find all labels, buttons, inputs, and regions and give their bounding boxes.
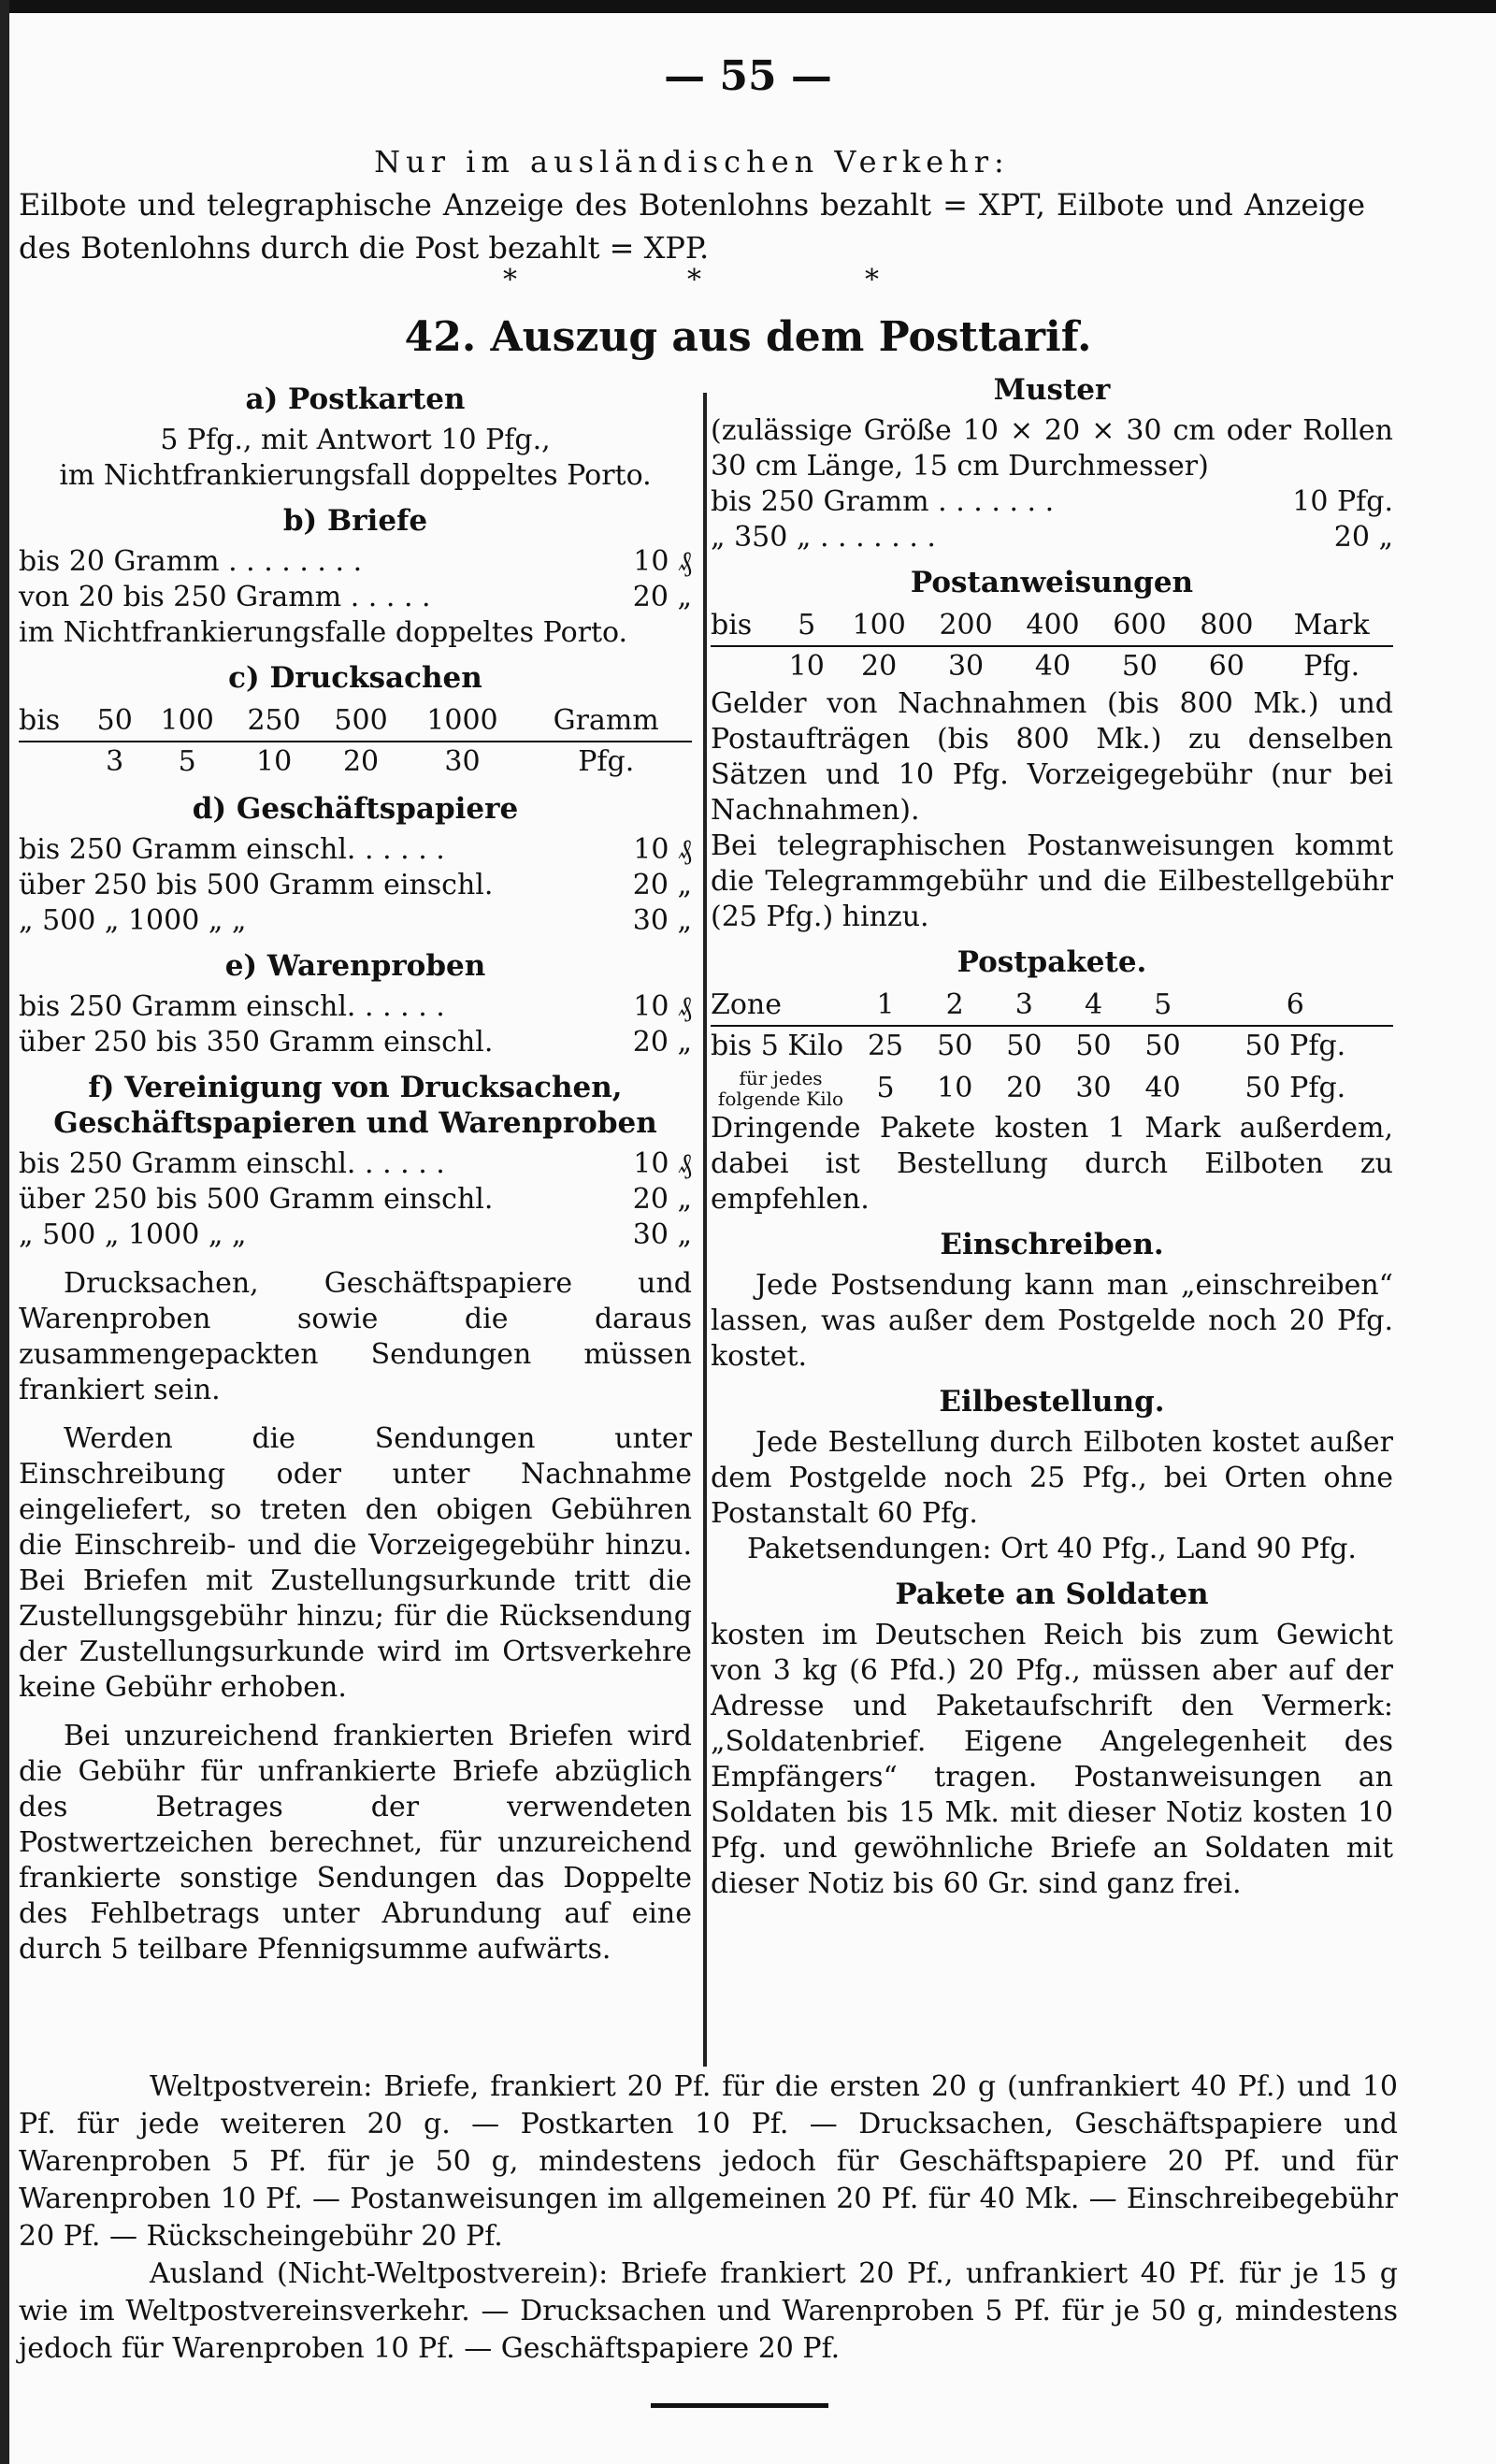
vereinigung-row: [19, 1182, 692, 1218]
table-cell: 50: [1144, 1030, 1181, 1062]
end-rule: [651, 2403, 828, 2408]
table-cell: 100: [144, 701, 231, 742]
star: *: [503, 264, 517, 296]
rate-label: bis 20 Gramm . . . . . . . .: [19, 545, 363, 578]
rate-value: 20 „: [632, 1026, 692, 1059]
rate-value: 20 „: [1333, 521, 1393, 554]
table-cell: 5: [876, 1072, 895, 1104]
rate-value: 20 „: [632, 1183, 692, 1216]
table-cell: 3: [106, 745, 124, 778]
muster-title: Muster: [993, 373, 1111, 407]
einschreiben-text: Jede Postsendung kann man „einschreiben“ lassen, was außer dem Postgelde noch 20 Pfg. kostet.: [711, 1269, 1393, 1373]
ausland-paragraph: Ausland (Nicht-Weltpostverein): Briefe frankiert 20 Pf., unfrankiert 40 Pf. für je 15 g wie im Weltpostvereinsverkehr. — Drucksachen und Warenproben 5 Pf. für je 50 g, mindestens jedoch für Warenproben 10 Pf. — Geschäftspapiere 20 Pf.: [19, 2257, 1398, 2365]
rate-value: 10 ₰: [633, 545, 692, 578]
table-row: [711, 1026, 1393, 1066]
table-cell: 20: [1006, 1072, 1043, 1104]
table-cell: Pfg.: [1303, 650, 1360, 683]
geschaeftspapiere-row: [19, 903, 692, 939]
bottom-block: [19, 2068, 1398, 2368]
intro-line-1: Nur im ausländischen Verkehr:: [374, 144, 1010, 180]
table-header-row: [19, 701, 692, 742]
table-cell: 1000: [405, 701, 521, 742]
rate-value: 10 ₰: [633, 1147, 692, 1180]
table-cell: 600: [1096, 606, 1183, 646]
table-cell: 50: [1121, 650, 1158, 683]
postanweisungen-text: Bei telegraphischen Postanweisungen kommt die Telegrammgebühr und die Eilbestellgebühr (25 Pfg.) hinzu.: [711, 829, 1393, 933]
table-cell: 5: [178, 745, 196, 778]
soldaten-title: Pakete an Soldaten: [895, 1578, 1209, 1611]
table-cell: 4: [1058, 986, 1128, 1026]
table-cell: 100: [836, 606, 923, 646]
table-cell: 30: [947, 650, 985, 683]
table-cell: 250: [231, 701, 318, 742]
vereinigung-row: [19, 1218, 692, 1253]
table-cell: [19, 742, 86, 782]
eilbestellung-text: Jede Bestellung durch Eilboten kostet außer dem Postgelde noch 25 Pfg., bei Orten ohne Postanstalt 60 Pfg.: [711, 1426, 1393, 1530]
rate-label: bis 250 Gramm einschl. . . . . .: [19, 833, 445, 866]
star: *: [865, 264, 879, 296]
table-cell: 30: [444, 745, 481, 778]
table-cell: Zone: [711, 986, 851, 1026]
rate-label: bis 250 Gramm einschl. . . . . .: [19, 1147, 445, 1180]
table-cell: 25: [867, 1030, 904, 1062]
table-cell: bis 5 Kilo: [711, 1030, 844, 1062]
postanweisungen-text: Gelder von Nachnahmen (bis 800 Mk.) und Postaufträgen (bis 800 Mk.) zu denselben Sätzen und 10 Pfg. Vorzeigegebühr (nur bei Nachnahmen).: [711, 687, 1393, 827]
table-cell: 20: [342, 745, 380, 778]
table-cell: 3: [989, 986, 1058, 1026]
rate-label: über 250 bis 350 Gramm einschl.: [19, 1026, 494, 1059]
briefe-note: im Nichtfrankierungsfalle doppeltes Porto.: [19, 616, 628, 649]
rate-label: bis 250 Gramm einschl. . . . . .: [19, 990, 445, 1023]
postpakete-table: [711, 986, 1393, 1111]
vereinigung-title-2: Geschäftspapieren und Warenproben: [53, 1106, 657, 1140]
drucksachen-title: c) Drucksachen: [228, 661, 482, 695]
paragraph: Werden die Sendungen unter Einschreibung oder unter Nachnahme eingeliefert, so treten den obigen Gebühren die Einschreib- und die Vorzeigegebühr hinzu. Bei Briefen mit Zustellungsurkunde tritt die Zustellungsgebühr hinzu; für die Rücksendung der Zustellungsurkunde wird im Ortsverkehre keine Gebühr erhoben.: [19, 1422, 692, 1704]
muster-row: [711, 484, 1393, 520]
table-cell: 50 Pfg.: [1244, 1072, 1346, 1104]
eilbestellung-title: Eilbestellung.: [939, 1385, 1165, 1419]
briefe-row: [19, 544, 692, 580]
table-cell: 10: [788, 650, 825, 683]
table-cell: 40: [1034, 650, 1072, 683]
table-header-row: [711, 986, 1393, 1026]
rate-label: über 250 bis 500 Gramm einschl.: [19, 1183, 494, 1216]
rate-value: 10 ₰: [633, 990, 692, 1023]
table-cell: 6: [1198, 986, 1393, 1026]
table-cell: 5: [778, 606, 836, 646]
rate-label: bis 250 Gramm . . . . . . .: [711, 485, 1055, 518]
table-cell: 500: [318, 701, 405, 742]
briefe-row: [19, 580, 692, 615]
table-cell: 50: [86, 701, 144, 742]
rate-value: 30 „: [632, 1218, 692, 1251]
postanweisungen-title: Postanweisungen: [910, 566, 1194, 599]
rate-value: 10 Pfg.: [1292, 485, 1393, 518]
table-cell: [711, 646, 778, 686]
table-cell: Gramm: [520, 701, 692, 742]
paragraph: Bei unzureichend frankierten Briefen wird die Gebühr für unfrankierte Briefe abzüglich des Betrages der verwendeten Postwertzeichen berechnet, für unzureichend frankierte sonstige Sendungen das Doppelte des Fehlbetrags unter Abrundung auf eine durch 5 teilbare Pfennigsumme aufwärts.: [19, 1720, 692, 1966]
rate-label: „ 500 „ 1000 „ „: [19, 904, 247, 937]
table-cell: 20: [861, 650, 898, 683]
table-cell: bis: [711, 606, 778, 646]
table-cell: für jedes folgende Kilo: [717, 1067, 844, 1110]
table-cell: 40: [1144, 1072, 1181, 1104]
table-cell: 200: [923, 606, 1010, 646]
weltpostverein-paragraph: Weltpostverein: Briefe, frankiert 20 Pf. für die ersten 20 g (unfrankiert 40 Pf.) und 10 Pf. für jede weiteren 20 g. — Postkarten 10 Pf. — Drucksachen, Geschäftspapiere und Warenproben 5 Pf. für je 50 g, mindestens jedoch für Geschäftspapiere 20 Pf. und für Warenproben 10 Pf. — Postanweisungen im allgemeinen 20 Pf. für 40 Mk. — Einschreibegebühr 20 Pf. — Rückscheingebühr 20 Pf.: [19, 2070, 1398, 2253]
geschaeftspapiere-title: d) Geschäftspapiere: [192, 792, 519, 826]
page-edge-left: [0, 0, 9, 2464]
table-cell: 30: [1075, 1072, 1112, 1104]
table-cell: Pfg.: [578, 745, 635, 778]
eilbestellung-text-2: Paketsendungen: Ort 40 Pfg., Land 90 Pfg.: [747, 1533, 1357, 1565]
section-heading: 42. Auszug aus dem Posttarif.: [404, 313, 1092, 361]
table-cell: 5: [1129, 986, 1198, 1026]
vereinigung-row: [19, 1146, 692, 1182]
rate-value: 30 „: [632, 904, 692, 937]
postpakete-title: Postpakete.: [957, 945, 1147, 979]
table-cell: 50: [937, 1030, 973, 1062]
table-cell: 50 Pfg.: [1244, 1030, 1346, 1062]
column-divider: [703, 393, 707, 2067]
warenproben-row: [19, 1025, 692, 1060]
table-cell: 2: [920, 986, 989, 1026]
muster-note: (zulässige Größe 10 × 20 × 30 cm oder Rollen 30 cm Länge, 15 cm Durchmesser): [711, 414, 1393, 483]
table-cell: 1: [851, 986, 920, 1026]
intro-block: [19, 140, 1365, 269]
vereinigung-title-1: f) Vereinigung von Drucksachen,: [88, 1071, 623, 1104]
paragraph: Drucksachen, Geschäftspapiere und Warenproben sowie die daraus zusammengepackten Sendungen müssen frankiert sein.: [19, 1267, 692, 1406]
rate-value: 20 „: [632, 869, 692, 901]
rate-value: 10 ₰: [633, 833, 692, 866]
table-cell: 60: [1208, 650, 1244, 683]
table-cell: 800: [1183, 606, 1270, 646]
table-cell: 50: [1075, 1030, 1112, 1062]
warenproben-title: e) Warenproben: [224, 949, 486, 983]
warenproben-row: [19, 989, 692, 1025]
drucksachen-table: [19, 701, 692, 782]
rate-label: von 20 bis 250 Gramm . . . . .: [19, 581, 431, 613]
page-number: — 55 —: [664, 52, 832, 100]
briefe-title: b) Briefe: [282, 504, 428, 538]
rate-label: „ 350 „ . . . . . . .: [711, 521, 936, 554]
postkarten-line: 5 Pfg., mit Antwort 10 Pfg.,: [160, 424, 551, 456]
rate-label: „ 500 „ 1000 „ „: [19, 1218, 247, 1251]
einschreiben-title: Einschreiben.: [940, 1228, 1164, 1261]
postkarten-title: a) Postkarten: [245, 382, 466, 416]
muster-row: [711, 520, 1393, 555]
geschaeftspapiere-row: [19, 832, 692, 868]
right-column: [711, 363, 1393, 1902]
soldaten-text: kosten im Deutschen Reich bis zum Gewicht von 3 kg (6 Pfd.) 20 Pfg., müssen aber auf der Adresse und Paketaufschrift den Vermerk: „Soldatenbrief. Eigene Angelegenheit des Empfängers“ tragen. Postanweisungen an Soldaten bis 15 Mk. mit dieser Notiz kosten 10 Pfg. und gewöhnliche Briefe an Soldaten mit dieser Notiz bis 60 Gr. sind ganz frei.: [711, 1619, 1393, 1900]
table-cell: 10: [937, 1072, 973, 1104]
postanweisungen-table: [711, 606, 1393, 686]
rate-value: 20 „: [632, 581, 692, 613]
intro-line-2: Eilbote und telegraphische Anzeige des Botenlohns bezahlt = XPT, Eilbote und Anzeige des Botenlohns durch die Post bezahlt = XPP.: [19, 187, 1365, 266]
table-row: [711, 646, 1393, 686]
star: *: [687, 264, 701, 296]
geschaeftspapiere-row: [19, 868, 692, 903]
postkarten-line: im Nichtfrankierungsfall doppeltes Porto.: [59, 459, 652, 492]
table-header-row: [711, 606, 1393, 646]
left-column: [19, 372, 692, 1967]
page-edge-top: [0, 0, 1496, 13]
table-cell: 400: [1010, 606, 1097, 646]
postpakete-text: Dringende Pakete kosten 1 Mark außerdem, dabei ist Bestellung durch Eilboten zu empfehlen.: [711, 1112, 1393, 1216]
table-row: [711, 1066, 1393, 1111]
table-cell: Mark: [1270, 606, 1393, 646]
table-cell: bis: [19, 701, 86, 742]
table-row: [19, 742, 692, 782]
rate-label: über 250 bis 500 Gramm einschl.: [19, 869, 494, 901]
table-cell: 10: [256, 745, 293, 778]
table-cell: 50: [1006, 1030, 1043, 1062]
